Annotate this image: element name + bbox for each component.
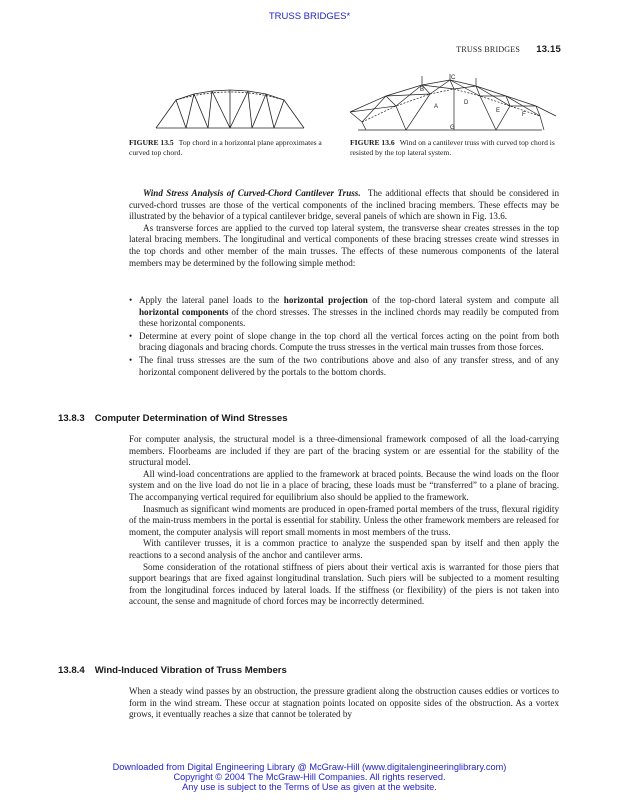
- bullet-icon: •: [129, 354, 133, 365]
- paragraph: When a steady wind passes by an obstruction, the pressure gradient along the obstruction causes eddies or vortices to form in the wind stream. These occur at stagnation points located on opposite sides of the obstruction. As a vortex grows, it eventually reaches a size that cannot be tolerated by: [129, 686, 559, 720]
- running-head-title: TRUSS BRIDGES: [456, 45, 521, 54]
- paragraph: Inasmuch as significant wind moments are produced in open-framed portal members of the truss, flexural rigidity of the main-truss members in the portal is essential for stability. Unless the other framework members are released for moment, the computer analysis will report small moments in most members of the truss.: [129, 503, 559, 537]
- section-heading-13-8-3: 13.8.3 Computer Determination of Wind Stresses: [58, 413, 288, 424]
- bullet-icon: •: [129, 295, 133, 305]
- figure-13-6-text: Wind on a cantilever truss with curved top chord is resisted by the top lateral system.: [350, 138, 555, 157]
- document-banner[interactable]: TRUSS BRIDGES*: [268, 11, 351, 22]
- figure-13-6-drawing: [346, 72, 560, 136]
- wind-stress-paragraph-1: Wind Stress Analysis of Curved-Chord Cantilever Truss. The additional effects that should be considered in curved-chord trusses are those of the vertical components of the inclined bracing members. These effects may be illustrated by the behavior of a typical cantilever bridge, several panels of which are shown in Fig. 13.6.: [129, 188, 559, 222]
- point-label-e: E: [496, 108, 501, 114]
- footer-terms-link[interactable]: Any use is subject to the Terms of Use as given at the website.: [182, 782, 437, 792]
- running-head: [456, 44, 561, 55]
- section-13-8-3-body: [129, 434, 559, 608]
- point-label-g: G: [450, 125, 455, 131]
- point-label-f: F: [522, 112, 526, 118]
- point-label-d: D: [464, 100, 469, 106]
- list-item: • Determine at every point of slope change in the top chord all the vertical forces acting on the point from both bracing diagonals and bracing chords. Compute the truss stresses in the vertical main trusses from those forces.: [129, 330, 559, 353]
- point-label-a: A: [434, 104, 439, 110]
- download-footer: [0, 762, 619, 792]
- point-label-b: B: [420, 87, 425, 93]
- bullet-icon: •: [129, 330, 133, 341]
- list-item: • The final truss stresses are the sum of the two contributions above and also of any transfer stress, and of any horizontal component delivered by the portals to the bottom chords.: [129, 354, 559, 377]
- list-item: • Apply the lateral panel loads to the horizontal projection of the top-chord lateral system and compute all horizontal components of the chord stresses. The stresses in the inclined chords may readily be computed from these horizontal components.: [129, 295, 559, 329]
- paragraph: With cantilever trusses, it is a common practice to analyze the suspended span by itself and then apply the reactions to a second analysis of the anchor and cantilever arms.: [129, 538, 559, 560]
- section-heading-13-8-4: 13.8.4 Wind-Induced Vibration of Truss Members: [58, 665, 287, 676]
- paragraph: Some consideration of the rotational stiffness of piers about their vertical axis is warranted for those piers that support bearings that are fixed against longitudinal translation. Such piers will be subjected to a moment resulting from the longitudinal forces induced by lateral loads. If the stiffness (or flexibility) of the piers is not taken into account, the sense and magnitude of chord forces may be incorrectly determined.: [129, 561, 559, 607]
- footer-source-link[interactable]: Downloaded from Digital Engineering Library @ McGraw-Hill (www.digitalengineeringlibrary.com): [112, 762, 507, 772]
- method-steps-list: [129, 295, 559, 379]
- paragraph: All wind-load concentrations are applied to the framework at braced points. Because the wind loads on the floor system and on the live load do not lie in a place of bracing, these loads must be “transferred” to a plane of bracing. The accompanying vertical required for equilibrium also should be applied to the framework.: [129, 468, 559, 502]
- figure-13-6-label: FIGURE 13.6: [350, 138, 395, 147]
- wind-stress-paragraph-2: As transverse forces are applied to the curved top lateral system, the transverse shear creates stresses in the top lateral bracing members. The longitudinal and vertical components of these bracing stresses create wind stresses in the top chords and other member of the main trusses. The effects of these numerous components of the lateral members may be determined by the following simple method:: [129, 222, 559, 268]
- point-label-c: C: [451, 75, 456, 81]
- run-in-heading: Wind Stress Analysis of Curved-Chord Cantilever Truss.: [143, 188, 361, 198]
- figure-13-5-label: FIGURE 13.5: [129, 138, 174, 147]
- footer-copyright: Copyright © 2004 The McGraw-Hill Companies. All rights reserved.: [173, 772, 446, 782]
- figure-13-6-caption: [350, 138, 560, 157]
- figure-13-5-text: Top chord in a horizontal plane approximates a curved top chord.: [129, 138, 322, 157]
- page-number: 13.15: [536, 44, 561, 55]
- figure-13-5-drawing: [150, 82, 310, 134]
- section-13-8-4-body: [129, 686, 559, 721]
- figure-13-5-caption: [129, 138, 341, 157]
- wind-stress-analysis: [129, 188, 559, 269]
- paragraph: For computer analysis, the structural model is a three-dimensional framework composed of all the load-carrying members. Floorbeams are included if they are part of the bracing system or are essential for the stability of the structural model.: [129, 434, 559, 468]
